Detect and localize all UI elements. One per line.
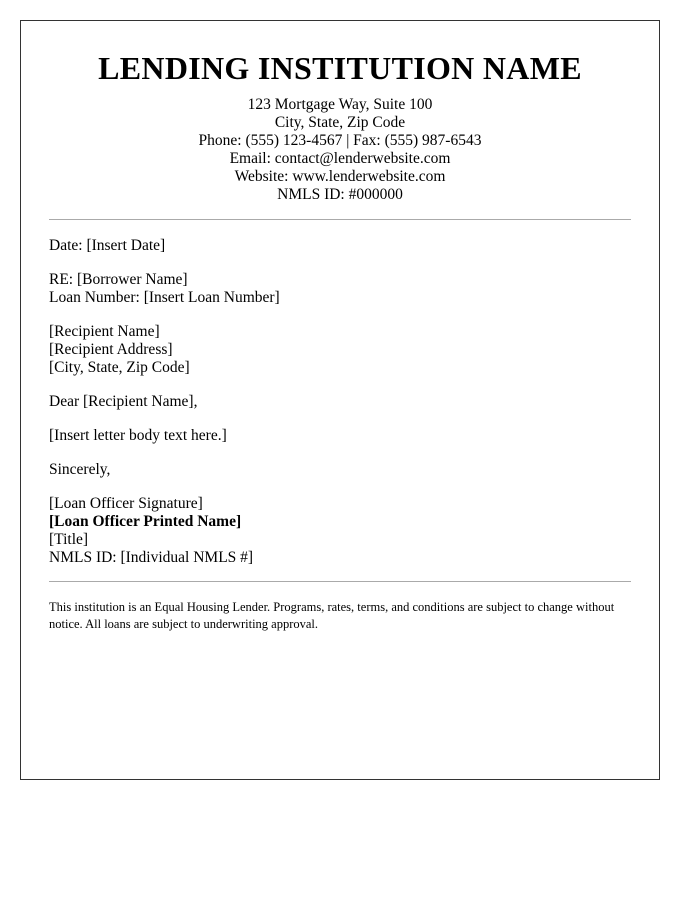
- footer-divider: [49, 581, 631, 582]
- email: Email: contact@lenderwebsite.com: [229, 150, 451, 167]
- closing: Sincerely,: [49, 461, 111, 478]
- phone-fax: Phone: (555) 123-4567 | Fax: (555) 987-6543: [198, 132, 482, 149]
- date-line: Date: [Insert Date]: [49, 237, 166, 254]
- disclaimer: This institution is an Equal Housing Lender. Programs, rates, terms, and conditions are subject to change without notice. All loans are subject to underwriting approval.: [49, 600, 615, 631]
- signature-line: [Loan Officer Signature]: [49, 495, 203, 512]
- recipient-name: [Recipient Name]: [49, 323, 160, 340]
- body-text: [Insert letter body text here.]: [49, 427, 227, 444]
- loan-number-line: Loan Number: [Insert Loan Number]: [49, 289, 280, 306]
- header-divider: [49, 219, 631, 220]
- institution-nmls-id: NMLS ID: #000000: [277, 186, 403, 203]
- re-line: RE: [Borrower Name]: [49, 271, 188, 288]
- letter-page: [20, 20, 660, 780]
- address-line-1: 123 Mortgage Way, Suite 100: [247, 96, 433, 113]
- institution-name: LENDING INSTITUTION NAME: [98, 50, 582, 86]
- salutation: Dear [Recipient Name],: [49, 393, 198, 410]
- contact-block: [49, 96, 631, 204]
- website: Website: www.lenderwebsite.com: [234, 168, 446, 185]
- recipient-city: [City, State, Zip Code]: [49, 359, 190, 376]
- printed-name: [Loan Officer Printed Name]: [49, 513, 242, 530]
- recipient-address: [Recipient Address]: [49, 341, 173, 358]
- officer-title: [Title]: [49, 531, 89, 548]
- address-line-2: City, State, Zip Code: [274, 114, 406, 131]
- letter-body: [49, 237, 631, 567]
- individual-nmls-id: NMLS ID: [Individual NMLS #]: [49, 549, 254, 566]
